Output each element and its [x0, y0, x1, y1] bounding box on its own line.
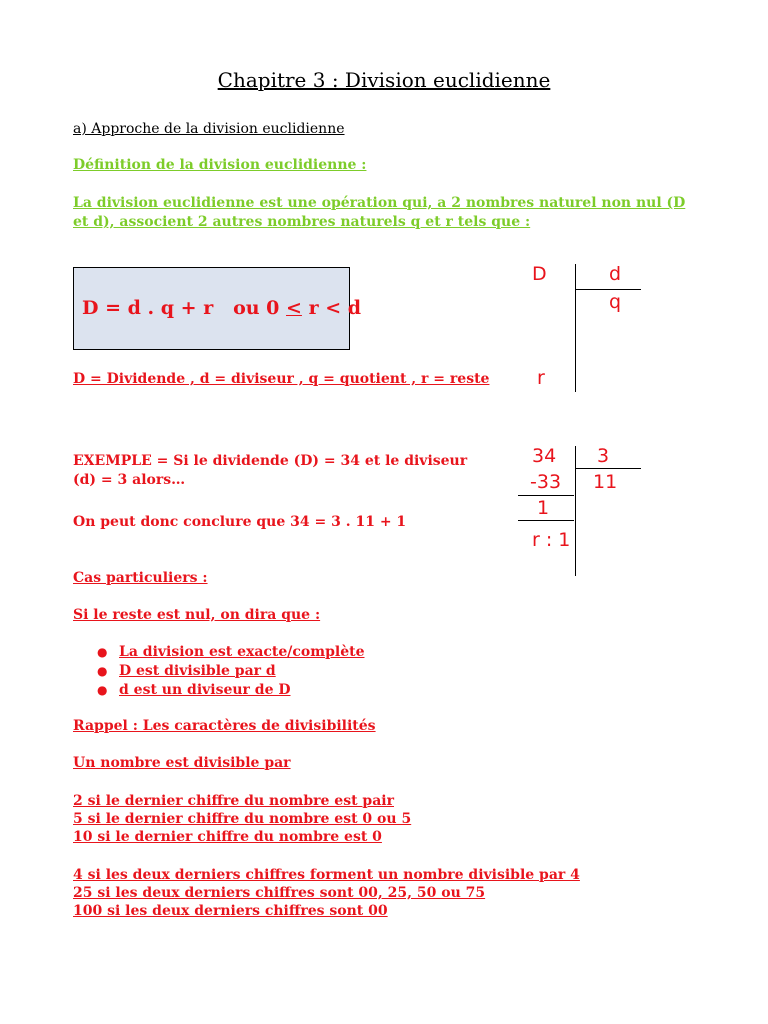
- example-quotient-line: [575, 468, 641, 469]
- list-item: ● La division est exacte/complète: [97, 644, 365, 660]
- example-vertical-line: [575, 446, 576, 576]
- formula-part3: r < d: [308, 297, 362, 319]
- scheme-quotient: q: [609, 291, 622, 313]
- formula-part1: D = d . q + r: [82, 297, 214, 319]
- bullet-list: [97, 643, 364, 700]
- formula: [82, 297, 361, 319]
- scheme-remainder: r: [537, 367, 545, 389]
- example-quotient: 11: [593, 471, 618, 493]
- example-dividend: 34: [532, 445, 557, 467]
- rule-item: 2 si le dernier chiffre du nombre est pair: [73, 793, 394, 809]
- formula-part2: ou 0: [233, 297, 280, 319]
- formula-le-sign: <: [286, 297, 302, 319]
- rule-item: 4 si les deux derniers chiffres forment un nombre divisible par 4: [73, 867, 580, 883]
- reminder-heading: Rappel : Les caractères de divisibilités: [73, 718, 376, 734]
- scheme-vertical-line: [575, 264, 576, 392]
- divisible-by-heading: Un nombre est divisible par: [73, 755, 291, 771]
- example-rest-label: r : 1: [532, 529, 571, 551]
- definition-title: Définition de la division euclidienne :: [73, 157, 367, 173]
- bullet-icon: ●: [97, 645, 108, 659]
- example-remainder-line: [518, 520, 574, 521]
- rule-item: 10 si le dernier chiffre du nombre est 0: [73, 829, 382, 845]
- divisibility-rules-group-2: [73, 866, 580, 920]
- rule-item: 25 si les deux derniers chiffres sont 00, 25, 50 ou 75: [73, 885, 486, 901]
- section-heading: a) Approche de la division euclidienne: [73, 121, 345, 137]
- example-divisor: 3: [597, 445, 610, 467]
- scheme-divisor: d: [609, 263, 622, 285]
- bullet-icon: ●: [97, 664, 108, 678]
- rule-item: 100 si les deux derniers chiffres sont 00: [73, 903, 388, 919]
- definition-text: La division euclidienne est une opération qui, a 2 nombres naturel non nul (D et d), associent 2 autres nombres naturels q et r tels que :: [73, 195, 686, 230]
- special-cases-heading: Cas particuliers :: [73, 570, 208, 586]
- example-subtract-line: [518, 495, 574, 496]
- example-subtract: -33: [530, 471, 562, 493]
- null-remainder-heading: Si le reste est nul, on dira que :: [73, 607, 321, 623]
- rule-item: 5 si le dernier chiffre du nombre est 0 ou 5: [73, 811, 412, 827]
- example-remainder: 1: [537, 497, 550, 519]
- divisibility-rules-group-1: [73, 792, 411, 846]
- example-text: EXEMPLE = Si le dividende (D) = 34 et le diviseur (d) = 3 alors…: [73, 453, 468, 488]
- list-item: ● d est un diviseur de D: [97, 682, 291, 698]
- scheme-horizontal-line: [575, 289, 641, 290]
- page-title: Chapitre 3 : Division euclidienne: [217, 68, 551, 92]
- legend: D = Dividende , d = diviseur , q = quotient , r = reste: [73, 371, 490, 387]
- list-item: ● D est divisible par d: [97, 663, 276, 679]
- conclusion-text: On peut donc conclure que 34 = 3 . 11 + 1: [73, 514, 407, 530]
- scheme-dividend: D: [532, 263, 547, 285]
- bullet-icon: ●: [97, 683, 108, 697]
